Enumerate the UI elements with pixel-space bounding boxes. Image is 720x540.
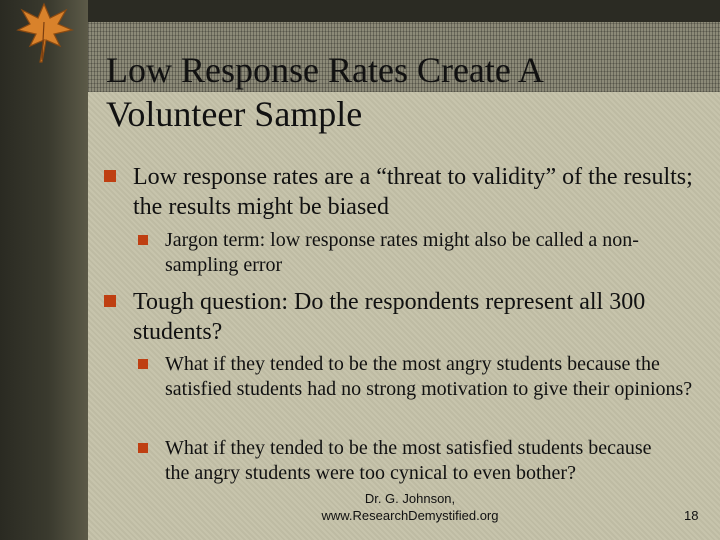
left-decorative-band <box>0 0 88 540</box>
slide-title-line-1: Low Response Rates Create A <box>106 50 544 90</box>
bullet-item-angry-students <box>138 352 698 402</box>
bullet-text: What if they tended to be the most satisfied students because the angry students were too cynical to even bother? <box>165 437 652 484</box>
slide-title <box>106 52 706 136</box>
square-bullet-icon <box>138 359 148 369</box>
autumn-leaf-icon <box>0 0 90 70</box>
top-decorative-band <box>0 0 720 22</box>
bullet-item-satisfied-students <box>138 436 668 486</box>
bullet-text: What if they tended to be the most angry students because the satisfied students had no strong motivation to give their opinions? <box>165 353 693 400</box>
footer-credit <box>300 490 520 524</box>
square-bullet-icon <box>104 295 116 307</box>
footer-author: Dr. G. Johnson, <box>364 491 456 506</box>
square-bullet-icon <box>138 443 148 453</box>
page-number: 18 <box>684 508 699 523</box>
bullet-item-jargon <box>138 228 698 278</box>
bullet-text: Tough question: Do the respondents represent all 300 students? <box>133 289 646 345</box>
slide-title-line-2: Volunteer Sample <box>106 94 363 134</box>
bullet-item-low-response <box>106 162 706 222</box>
bullet-item-tough-question <box>106 287 706 347</box>
bullet-text: Jargon term: low response rates might also be called a non-sampling error <box>165 229 639 276</box>
square-bullet-icon <box>104 170 116 182</box>
bullet-text: Low response rates are a “threat to validity” of the results; the results might be biased <box>133 164 693 220</box>
square-bullet-icon <box>138 235 148 245</box>
footer-website: www.ResearchDemystified.org <box>321 508 499 523</box>
